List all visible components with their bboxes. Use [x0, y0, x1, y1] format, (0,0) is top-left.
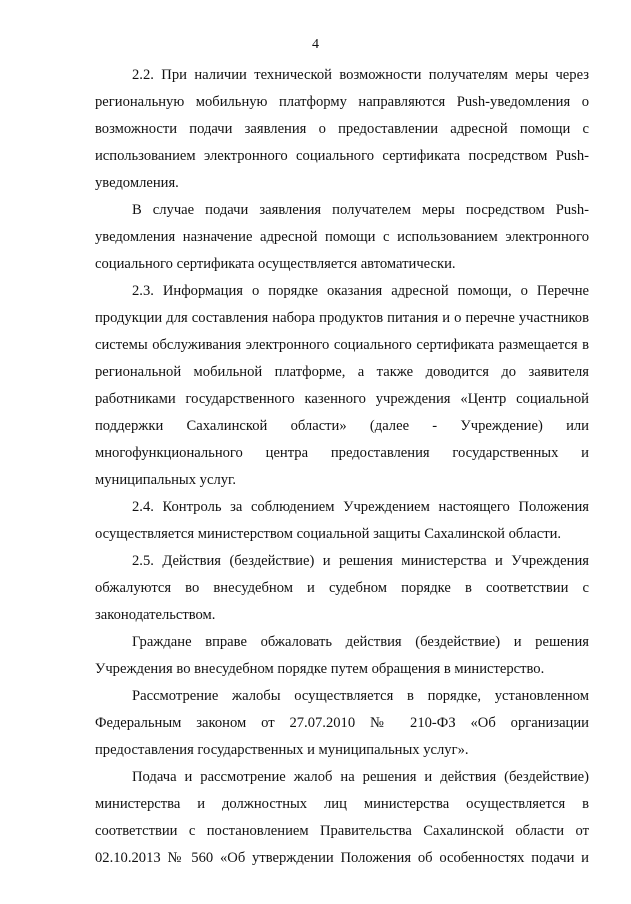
- text-line: Подача и рассмотрение жалоб на решения и действия (бездействие): [132, 769, 589, 785]
- text-line: Граждане вправе обжаловать действия (бездействие) и решения: [132, 634, 589, 650]
- text-line: работниками государственного казенного учреждения «Центр социальной: [95, 391, 589, 407]
- text-line: осуществляется министерством социальной защиты Сахалинской области.: [95, 526, 562, 542]
- page-number: 4: [312, 37, 319, 52]
- text-line: Рассмотрение жалобы осуществляется в порядке, установленном: [132, 688, 589, 704]
- text-line: 2.4. Контроль за соблюдением Учреждением настоящего Положения: [132, 499, 589, 515]
- text-line: уведомления назначение адресной помощи с использованием электронного: [95, 229, 589, 245]
- text-line: В случае подачи заявления получателем меры посредством Push-: [132, 202, 589, 218]
- text-line: 2.5. Действия (бездействие) и решения министерства и Учреждения: [132, 553, 589, 569]
- text-line: уведомления.: [95, 175, 179, 191]
- text-line: соответствии с постановлением Правительства Сахалинской области от: [95, 823, 589, 839]
- text-line: предоставления государственных и муниципальных услуг».: [95, 742, 469, 758]
- text-line: региональной мобильной платформе, а также доводится до заявителя: [95, 364, 589, 380]
- text-line: поддержки Сахалинской области» (далее - Учреждение) или: [95, 418, 589, 434]
- text-line: многофункционального центра предоставления государственных и: [95, 445, 589, 461]
- text-line: 02.10.2013 № 560 «Об утверждении Положения об особенностях подачи и: [95, 850, 589, 866]
- text-line: 2.3. Информация о порядке оказания адресной помощи, о Перечне: [132, 283, 589, 299]
- text-line: продукции для составления набора продуктов питания и о перечне участников: [95, 310, 589, 326]
- text-line: обжалуются во внесудебном и судебном порядке в соответствии с: [95, 580, 589, 596]
- text-line: законодательством.: [95, 607, 216, 623]
- text-line: возможности подачи заявления о предоставлении адресной помощи с: [95, 121, 589, 137]
- text-line: Учреждения во внесудебном порядке путем обращения в министерство.: [95, 661, 545, 677]
- text-line: Федеральным законом от 27.07.2010 № 210-ФЗ «Об организации: [95, 715, 589, 731]
- text-line: системы обслуживания электронного социального сертификата размещается в: [95, 337, 589, 353]
- text-line: муниципальных услуг.: [95, 472, 237, 488]
- text-line: социального сертификата осуществляется автоматически.: [95, 256, 456, 272]
- text-line: региональную мобильную платформу направляются Push-уведомления о: [95, 94, 589, 110]
- text-line: министерства и должностных лиц министерства осуществляется в: [95, 796, 589, 812]
- text-line: использованием электронного социального сертификата посредством Push-: [95, 148, 589, 164]
- text-line: 2.2. При наличии технической возможности получателям меры через: [132, 67, 589, 83]
